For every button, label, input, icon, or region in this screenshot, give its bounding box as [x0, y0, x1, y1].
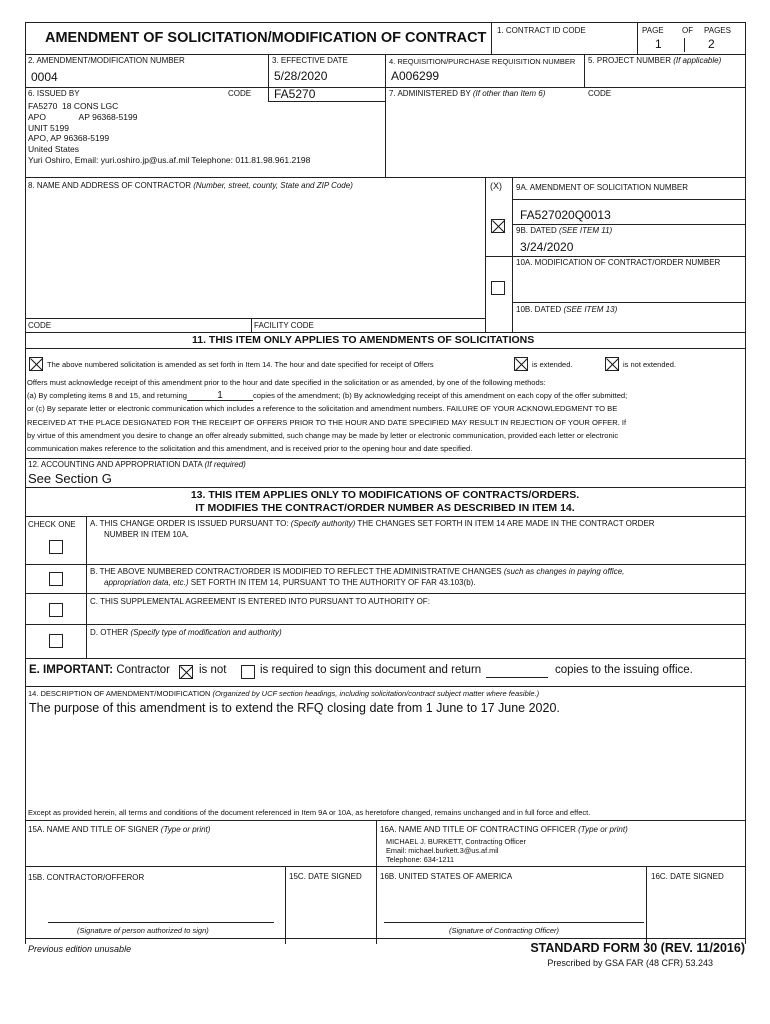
- requisition-label: 4. REQUISITION/PURCHASE REQUISITION NUMBER: [389, 57, 576, 66]
- requisition-value: A006299: [391, 69, 440, 83]
- rule: [25, 487, 745, 488]
- item13d-italic: (Specify type of modification and authority): [130, 628, 282, 637]
- item12-label-text: 12. ACCOUNTING AND APPROPRIATION DATA: [28, 460, 203, 469]
- is-not-label: is not: [199, 664, 227, 676]
- item14-description: The purpose of this amendment is to extend the RFQ closing date from 1 June to 17 June 2020.: [29, 701, 560, 715]
- dated-9b-value: 3/24/2020: [520, 240, 574, 254]
- checkbox-13d[interactable]: [49, 634, 63, 648]
- signer-15a-suffix: (Type or print): [160, 825, 211, 834]
- copies-label: copies to the issuing office.: [555, 664, 693, 676]
- issued-by-address: [28, 101, 310, 166]
- facility-code-label: FACILITY CODE: [254, 321, 314, 330]
- item13c-text: C. THIS SUPPLEMENTAL AGREEMENT IS ENTERED INTO PURSUANT TO AUTHORITY OF:: [90, 597, 430, 606]
- issued-by-code-label: CODE: [228, 89, 252, 98]
- signature-line-contractor: [48, 922, 274, 923]
- checkbox-13c[interactable]: [49, 603, 63, 617]
- signer-15a-text: 15A. NAME AND TITLE OF SIGNER: [28, 825, 159, 834]
- administered-by-label: [389, 89, 545, 99]
- administered-by-label-suffix: (If other than Item 6): [472, 89, 546, 98]
- divider: [684, 38, 685, 52]
- contractor-address-label-suffix: (Number, street, county, State and ZIP Code): [193, 181, 353, 190]
- item12-label-suffix: (If required): [204, 460, 246, 469]
- divider: [512, 177, 513, 332]
- divider: [646, 866, 647, 944]
- issued-by-line: Yuri Oshiro, Email: yuri.oshiro.jp@us.af.mil Telephone: 011.81.98.961.2198: [28, 154, 311, 165]
- item13b-post: SET FORTH IN ITEM 14, PURSUANT TO THE AUTHORITY OF FAR 43.103(b).: [190, 578, 476, 587]
- previous-edition: Previous edition unusable: [28, 944, 132, 954]
- is-required-label: is required to sign this document and return: [260, 664, 482, 676]
- item11-paragraph: [27, 376, 743, 455]
- rule: [25, 458, 745, 459]
- dated-9b-label: [516, 226, 612, 236]
- form-left-border: [25, 22, 26, 944]
- contractor-address-label: [28, 181, 353, 191]
- amendment-number-label: 2. AMENDMENT/MODIFICATION NUMBER: [28, 56, 185, 65]
- item14-label: [28, 689, 539, 699]
- important-contractor: Contractor: [116, 664, 171, 676]
- para-line2-start: (a) By completing items 8 and 15, and returning: [27, 391, 187, 401]
- divider: [385, 54, 386, 87]
- rule: [512, 199, 745, 200]
- date-16c-label: 16C. DATE SIGNED: [651, 872, 724, 881]
- pages-value: 2: [708, 37, 715, 51]
- rule: [25, 624, 745, 625]
- item11-para-line: by virtue of this amendment you desire to change an offer already submitted, such change may be made by letter or electronic communication, provided each letter or electronic: [27, 430, 619, 440]
- item13-heading-line1: 13. THIS ITEM APPLIES ONLY TO MODIFICATIONS OF CONTRACTS/ORDERS.: [190, 489, 580, 501]
- divider: [376, 820, 377, 944]
- officer-line: MICHAEL J. BURKETT, Contracting Officer: [386, 837, 526, 846]
- project-number-label-suffix: (If applicable): [673, 56, 722, 65]
- item13a-line2: NUMBER IN ITEM 10A.: [104, 530, 189, 539]
- rule: [25, 820, 745, 821]
- mod-10a-label: 10A. MODIFICATION OF CONTRACT/ORDER NUMBER: [516, 258, 721, 267]
- officer-line: Email: michael.burkett.3@us.af.mil: [386, 846, 499, 855]
- effective-date-value: 5/28/2020: [274, 69, 328, 83]
- contractor-address-label-text: 8. NAME AND ADDRESS OF CONTRACTOR: [28, 181, 191, 190]
- item11-line1: The above numbered solicitation is amended as set forth in Item 14. The hour and date specified for receipt of Offers: [47, 360, 434, 369]
- item12-label: [28, 460, 246, 470]
- dated-10b-label-suffix: (SEE ITEM 13): [563, 305, 618, 314]
- dated-10b-label: [516, 305, 617, 315]
- signature-line-officer: [384, 922, 644, 923]
- checkbox-solicitation-amended[interactable]: [29, 357, 43, 371]
- checkbox-is-not-extended[interactable]: [605, 357, 619, 371]
- item13b-line2: [104, 578, 476, 588]
- officer-16a-label: [380, 825, 628, 835]
- contractor-15b-label: 15B. CONTRACTOR/OFFEROR: [28, 873, 145, 882]
- officer-16a-suffix: (Type or print): [578, 825, 628, 834]
- divider: [268, 54, 269, 87]
- item11-para-line: or (c) By separate letter or electronic communication which includes a reference to the solicitation and amendment numbers. FAILURE OF YOUR ACKNOWLEDGMENT TO BE: [27, 404, 618, 414]
- divider: [268, 87, 269, 101]
- rule: [512, 224, 745, 225]
- para-line2-end: copies of the amendment; (b) By acknowledging receipt of this amendment on each copy of the offer submitted;: [252, 391, 628, 401]
- copies-blank: [486, 677, 548, 678]
- item13b-pre: B. THE ABOVE NUMBERED CONTRACT/ORDER IS MODIFIED TO REFLECT THE ADMINISTRATIVE CHANGES: [90, 567, 502, 576]
- item11-para-line: Offers must acknowledge receipt of this amendment prior to the hour and date specified in the solicitation or as amended, by one of the following methods:: [27, 378, 546, 387]
- item13-heading-line2: IT MODIFIES THE CONTRACT/ORDER NUMBER AS DESCRIBED IN ITEM 14.: [195, 501, 575, 514]
- rule: [25, 686, 745, 687]
- item13b-italic2: appropriation data, etc.): [104, 578, 189, 587]
- checkbox-13b[interactable]: [49, 572, 63, 586]
- divider: [285, 866, 286, 944]
- contract-id-code-label: 1. CONTRACT ID CODE: [497, 26, 586, 35]
- rule: [25, 177, 745, 178]
- check-one-label: CHECK ONE: [28, 520, 76, 529]
- rule: [25, 516, 745, 517]
- divider: [251, 318, 252, 332]
- rule: [485, 256, 745, 257]
- item14-label-suffix: (Organized by UCF section headings, including solicitation/contract subject matter where feasible.): [212, 689, 540, 698]
- dated-9b-label-suffix: (SEE ITEM 11): [558, 226, 613, 235]
- issued-by-line: APO AP 96368-5199: [28, 111, 138, 122]
- rule: [25, 938, 745, 939]
- checkbox-is-required[interactable]: [241, 665, 255, 679]
- amendment-number-value: 0004: [31, 70, 58, 84]
- important-row: [29, 664, 170, 676]
- rule: [25, 332, 745, 333]
- amendment-9a-value: FA527020Q0013: [520, 208, 611, 222]
- divider: [637, 22, 638, 54]
- administered-code-label: CODE: [588, 89, 612, 98]
- checkbox-10a[interactable]: [491, 281, 505, 295]
- dated-9b-label-text: 9B. DATED: [516, 226, 557, 235]
- x-column-label: (X): [490, 181, 502, 191]
- item12-value: See Section G: [28, 471, 112, 486]
- important-label: E. IMPORTANT:: [29, 664, 114, 676]
- issued-by-line: APO, AP 96368-5199: [28, 133, 110, 144]
- item13d-text: [90, 628, 282, 638]
- form-title: AMENDMENT OF SOLICITATION/MODIFICATION OF CONTRACT: [45, 30, 487, 46]
- item13-heading: [0, 489, 770, 514]
- rule: [25, 866, 745, 867]
- rule: [25, 348, 745, 349]
- contractor-code-label: CODE: [28, 321, 52, 330]
- administered-by-label-text: 7. ADMINISTERED BY: [389, 89, 471, 98]
- effective-date-label: 3. EFFECTIVE DATE: [272, 56, 348, 65]
- page-label: PAGE: [642, 26, 664, 35]
- item13b-italic: (such as changes in paying office,: [503, 567, 625, 576]
- amendment-9a-label: 9A. AMENDMENT OF SOLICITATION NUMBER: [516, 183, 689, 192]
- except-text: Except as provided herein, all terms and conditions of the document referenced in Item 9A or 10A, as heretofore changed, remains unchanged and in full force and effect.: [28, 808, 591, 817]
- issued-by-code-value: FA5270: [274, 87, 316, 101]
- signer-15a-label: [28, 825, 210, 835]
- divider: [485, 177, 486, 332]
- is-extended-label: is extended.: [532, 360, 573, 369]
- officer-line: Telephone: 634-1211: [386, 855, 455, 864]
- item13a-post: THE CHANGES SET FORTH IN ITEM 14 ARE MADE IN THE CONTRACT ORDER: [357, 519, 655, 528]
- item13a-italic: (Specify authority): [290, 519, 356, 528]
- issued-by-line: UNIT 5199: [28, 122, 69, 133]
- project-number-label: [588, 56, 721, 66]
- sig-officer-label: (Signature of Contracting Officer): [449, 926, 560, 935]
- checkbox-13a[interactable]: [49, 540, 63, 554]
- project-number-label-text: 5. PROJECT NUMBER: [588, 56, 671, 65]
- checkbox-is-extended[interactable]: [514, 357, 528, 371]
- item13a-text: [90, 519, 655, 529]
- form-right-border: [745, 22, 746, 944]
- is-not-extended-label: is not extended.: [623, 360, 676, 369]
- divider: [86, 516, 87, 658]
- page-value: 1: [655, 37, 662, 51]
- item14-label-text: 14. DESCRIPTION OF AMENDMENT/MODIFICATION: [28, 689, 211, 698]
- standard-form-label: STANDARD FORM 30 (REV. 11/2016): [530, 941, 745, 955]
- divider: [584, 54, 585, 87]
- divider: [491, 22, 492, 54]
- prescribed-label: Prescribed by GSA FAR (48 CFR) 53.243: [547, 958, 713, 968]
- divider: [385, 87, 386, 177]
- copies-count-value: 1: [187, 391, 253, 401]
- checkbox-9a-checked[interactable]: [491, 219, 505, 233]
- item11-para-line: communication makes reference to the solicitation and this amendment, and is received prior to the opening hour and date specified.: [27, 444, 473, 454]
- rule: [25, 593, 745, 594]
- officer-16a-text: 16A. NAME AND TITLE OF CONTRACTING OFFICER: [380, 825, 576, 834]
- issued-by-label: 6. ISSUED BY: [28, 89, 80, 98]
- dated-10b-label-text: 10B. DATED: [516, 305, 562, 314]
- checkbox-is-not[interactable]: [179, 665, 193, 679]
- rule: [25, 658, 745, 659]
- sig-person-label: (Signature of person authorized to sign): [77, 926, 209, 935]
- rule: [25, 564, 745, 565]
- item11-heading: 11. THIS ITEM ONLY APPLIES TO AMENDMENTS OF SOLICITATIONS: [192, 334, 535, 346]
- item13a-pre: A. THIS CHANGE ORDER IS ISSUED PURSUANT TO:: [90, 519, 289, 528]
- of-label: OF: [682, 26, 694, 35]
- issued-by-line: FA5270 18 CONS LGC: [28, 101, 119, 111]
- item13b-text: [90, 567, 624, 577]
- item11-para-line: [27, 389, 743, 402]
- rule: [512, 302, 745, 303]
- item11-para-line: RECEIVED AT THE PLACE DESIGNATED FOR THE RECEIPT OF OFFERS PRIOR TO THE HOUR AND DATE SPECIFIED MAY RESULT IN REJECTION OF YOUR OFFER. If: [27, 417, 627, 427]
- officer-details: [386, 837, 526, 864]
- rule: [25, 318, 485, 319]
- date-15c-label: 15C. DATE SIGNED: [289, 872, 362, 881]
- pages-label: PAGES: [704, 26, 731, 35]
- usa-16b-label: 16B. UNITED STATES OF AMERICA: [380, 872, 513, 881]
- issued-by-line: United States: [28, 144, 80, 155]
- item13d-pre: D. OTHER: [90, 628, 129, 637]
